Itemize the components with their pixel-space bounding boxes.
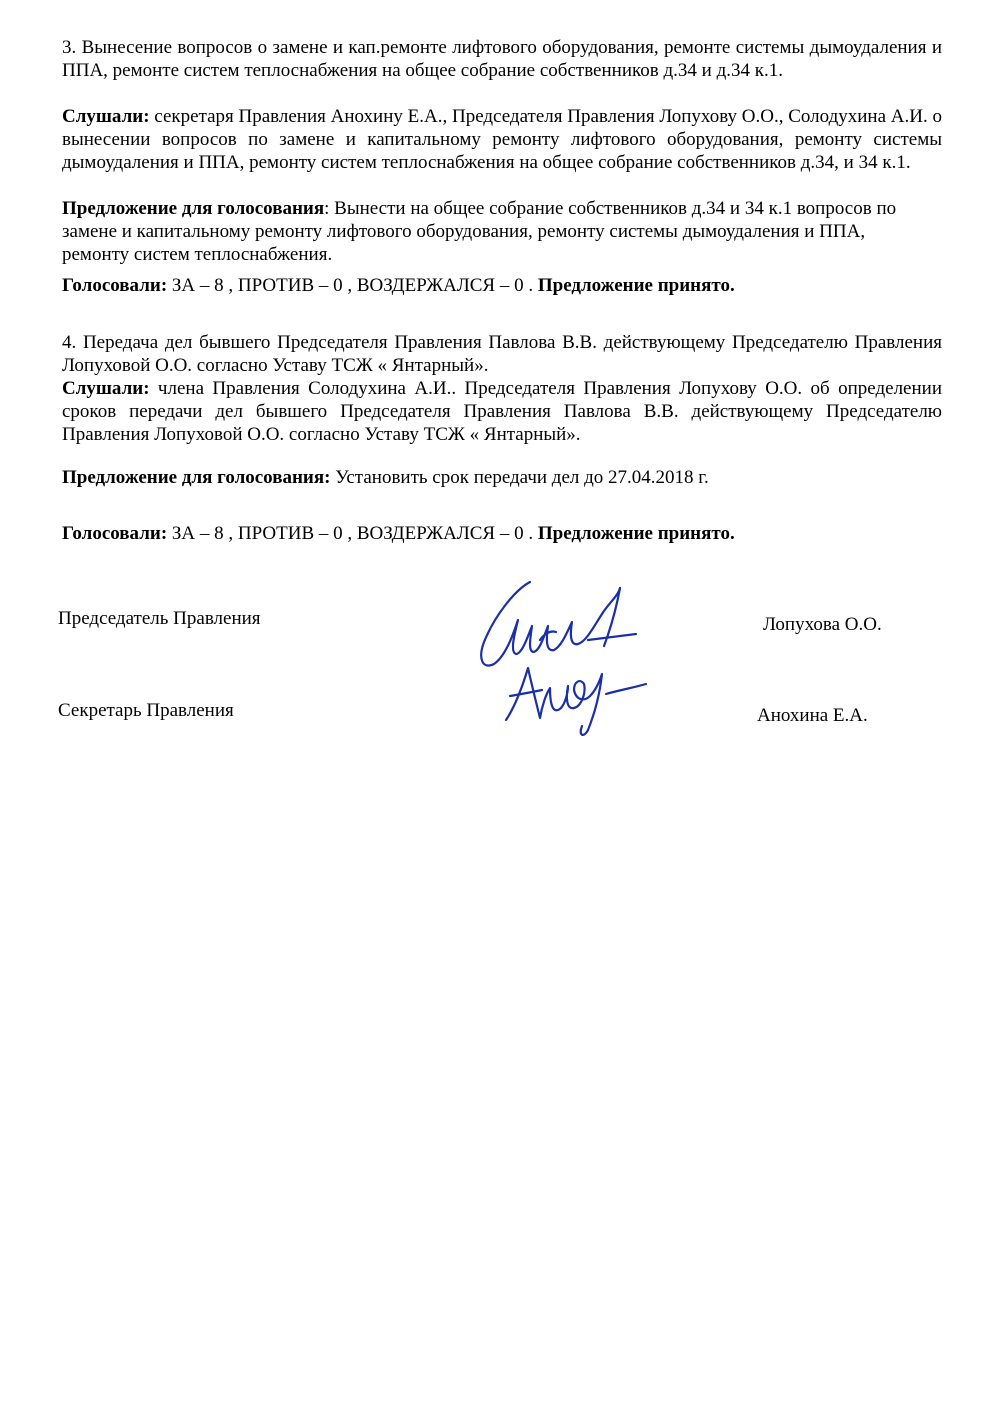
secretary-role: Секретарь Правления	[58, 700, 234, 721]
item4-voted-label: Голосовали:	[62, 523, 168, 544]
item3-voted-text: ЗА – 8 , ПРОТИВ – 0 , ВОЗДЕРЖАЛСЯ – 0 .	[167, 275, 538, 296]
item3-result: Предложение принято.	[537, 275, 735, 296]
chair-name: Лопухова О.О.	[763, 614, 882, 635]
item3-heading: 3. Вынесение вопросов о замене и кап.ремонте лифтового оборудования, ремонте системы дымоудаления и ППА, ремонте систем теплоснабжения на общее собрание собственников д.34 и д.34 к.1.	[62, 37, 942, 81]
secretary-signature-stroke	[506, 668, 602, 735]
item3-heard-text: секретаря Правления Анохину Е.А., Председателя Правления Лопухову О.О., Солодухина А.И. о вынесении вопросов по замене и капитальному ремонту лифтового оборудования, ремонту системы дымоудаления и ППА, ремонту систем теплоснабжения на общее собрание собственников д.34, и 34 к.1.	[62, 106, 942, 173]
item4-result: Предложение принято.	[537, 523, 735, 544]
item4-voted-text: ЗА – 8 , ПРОТИВ – 0 , ВОЗДЕРЖАЛСЯ – 0 .	[167, 523, 538, 544]
chair-signature-stroke	[481, 582, 620, 666]
secretary-name: Анохина Е.А.	[757, 705, 868, 726]
item3-voted-label: Голосовали:	[62, 275, 168, 296]
item4-proposal-text: Установить срок передачи дел до 27.04.2018 г.	[330, 467, 709, 488]
item4-heard-text: члена Правления Солодухина А.И.. Председателя Правления Лопухову О.О. об определении сроков передачи дел бывшего Председателя Правления Павлова В.В. действующему Председателю Правления Лопуховой О.О. согласно Уставу ТСЖ « Янтарный».	[62, 378, 942, 445]
item3-heard-label: Слушали:	[62, 106, 150, 127]
chair-signature-dash	[588, 634, 636, 640]
item4-heard	[62, 377, 942, 446]
item3-vote	[62, 274, 942, 297]
item3-proposal-label: Предложение для голосования	[62, 198, 325, 219]
item3-proposal-text: : Вынести на общее собрание собственников д.34 и 34 к.1 вопросов по замене и капитальному ремонту лифтового оборудования, ремонту системы дымоудаления и ППА, ремонту систем теплоснабжения.	[62, 198, 897, 265]
item4-vote	[62, 522, 942, 545]
item4-proposal-label: Предложение для голосования:	[62, 467, 331, 488]
item3-proposal	[62, 197, 932, 266]
chair-role: Председатель Правления	[58, 608, 261, 629]
item3-heard	[62, 105, 942, 174]
item4-proposal	[62, 466, 942, 489]
secretary-signature-dash	[606, 684, 646, 694]
item4-heard-label: Слушали:	[62, 378, 150, 399]
item4-heading: 4. Передача дел бывшего Председателя Правления Павлова В.В. действующему Председателю Правления Лопуховой О.О. согласно Уставу ТСЖ « Янтарный».	[62, 332, 942, 376]
handwritten-signatures	[470, 570, 670, 740]
